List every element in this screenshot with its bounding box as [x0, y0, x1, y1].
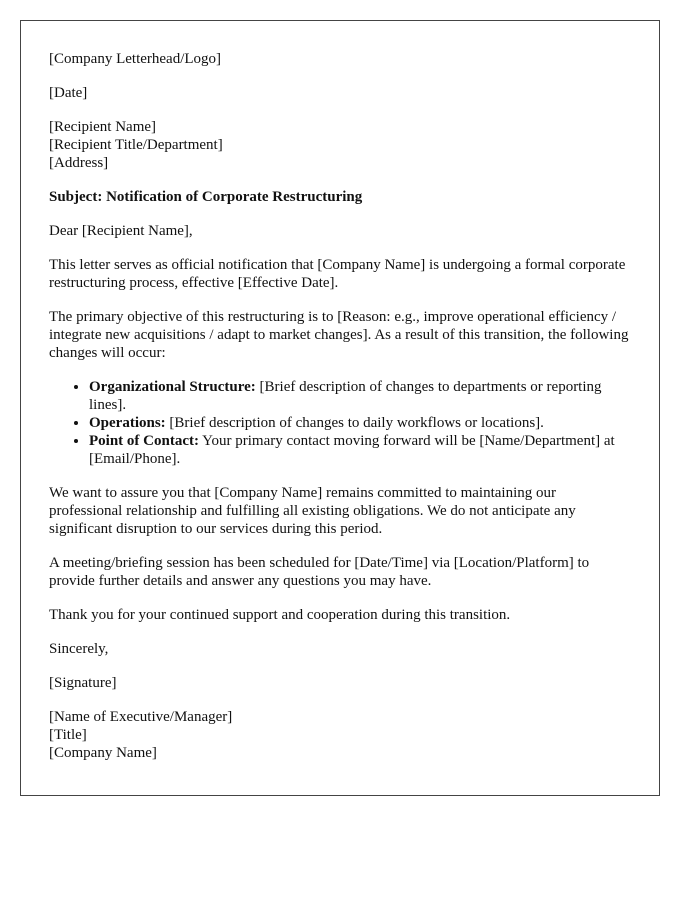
change-label: Organizational Structure:: [89, 379, 256, 395]
assurance-paragraph: We want to assure you that [Company Name] remains committed to maintaining our professional relationship and fulfilling all existing obligations. We do not anticipate any significant disruption to our services during this period.: [49, 485, 576, 537]
list-item: [89, 378, 631, 414]
changes-list: [49, 378, 631, 468]
change-text: [Brief description of changes to daily workflows or locations].: [165, 415, 544, 431]
meeting-paragraph: A meeting/briefing session has been scheduled for [Date/Time] via [Location/Platform] to provide further details and answer any questions you may have.: [49, 555, 590, 589]
change-text: [Brief description of changes to departments or reporting lines].: [89, 379, 602, 413]
closing: Sincerely,: [49, 641, 109, 657]
letter-date: [Date]: [49, 85, 88, 101]
objective-paragraph: The primary objective of this restructuring is to [Reason: e.g., improve operational efficiency / integrate new acquisitions / adapt to market changes]. As a result of this transition, the following changes will occur:: [49, 309, 629, 361]
recipient-title: [Recipient Title/Department]: [49, 137, 223, 153]
recipient-address: [Address]: [49, 155, 109, 171]
sender-title: [Title]: [49, 727, 87, 743]
signature: [Signature]: [49, 675, 117, 691]
change-label: Operations:: [89, 415, 166, 431]
sender-name: [Name of Executive/Manager]: [49, 709, 233, 725]
recipient-block: [49, 118, 631, 172]
intro-paragraph: This letter serves as official notification that [Company Name] is undergoing a formal corporate restructuring process, effective [Effective Date].: [49, 257, 626, 291]
company-letterhead: [Company Letterhead/Logo]: [49, 51, 222, 67]
salutation: Dear [Recipient Name],: [49, 223, 193, 239]
subject-line: Subject: Notification of Corporate Restructuring: [49, 189, 363, 205]
sender-block: [49, 708, 631, 762]
thanks-paragraph: Thank you for your continued support and cooperation during this transition.: [49, 607, 511, 623]
letter-page: [20, 20, 660, 796]
list-item: [89, 414, 631, 432]
list-item: [89, 432, 631, 468]
change-label: Point of Contact:: [89, 433, 199, 449]
change-text: Your primary contact moving forward will be [Name/Department] at [Email/Phone].: [89, 433, 615, 467]
sender-company: [Company Name]: [49, 745, 157, 761]
recipient-name: [Recipient Name]: [49, 119, 157, 135]
